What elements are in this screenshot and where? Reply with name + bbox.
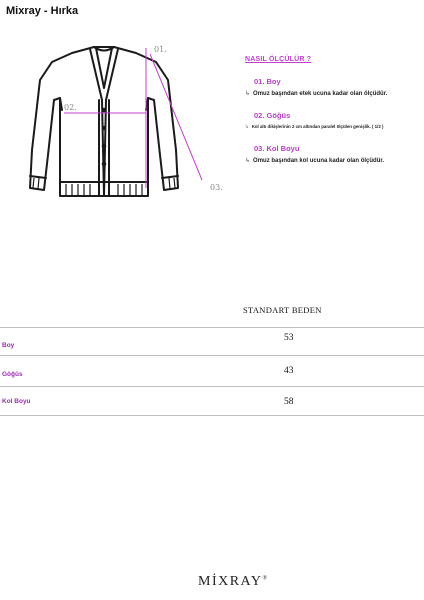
step-title: 03. Kol Boyu [254,144,300,153]
step-desc: Kol altı dikişlerinin 2 cm altından paralel ölçülen genişlik. ( 1/2 ) [251,124,384,129]
row-label: Kol Boyu [2,398,31,405]
guide-heading: NASIL ÖLÇÜLÜR ? [245,56,312,63]
table-divider [0,355,424,356]
step-title: 02. Göğüs [254,111,291,120]
row-label: Boy [2,342,15,349]
step-title: 01. Boy [254,77,281,86]
marker-03: 03. [210,183,223,192]
page-title: Mixray - Hırka [6,5,79,17]
arrow-icon: ↳ [245,91,251,97]
guide-step-gogus [245,111,424,130]
table-divider [0,415,424,416]
table-divider [0,386,424,387]
row-value: 53 [284,333,294,343]
cardigan-diagram [24,40,234,215]
row-label: Göğüs [2,371,23,378]
step-desc: Omuz başından etek ucuna kadar olan ölçüdür. [253,91,388,97]
guide-step-kol-boyu [245,144,424,164]
row-value: 58 [284,397,294,407]
marker-01: 01. [154,45,167,54]
arrow-icon: ↳ [245,124,249,129]
size-column-header: STANDART BEDEN [243,305,322,315]
table-divider [0,327,424,328]
measurement-guide [245,56,424,164]
marker-02: 02. [64,103,77,112]
row-value: 43 [284,366,294,376]
step-desc: Omuz başından kol ucuna kadar olan ölçüdür. [253,158,385,164]
arrow-icon: ↳ [245,158,251,164]
guide-step-boy [245,77,424,97]
brand-logo: MİXRAY® [198,574,269,589]
